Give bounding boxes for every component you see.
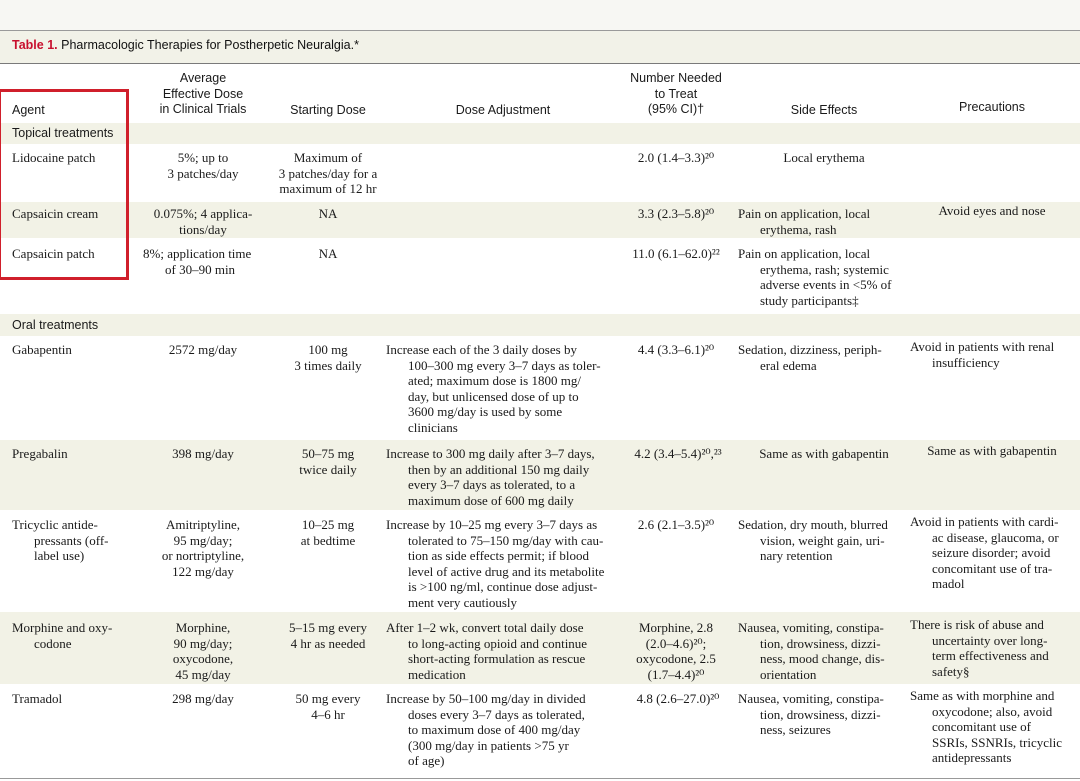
row-pregabalin-precautions: Same as with gabapentin — [927, 443, 1057, 458]
row-gabapentin-avg-dose: 2572 mg/day — [168, 342, 238, 357]
row-lidocaine-avg-dose: 5%; up to 3 patches/day — [167, 150, 239, 181]
row-capsaicin-patch-nnt: 11.0 (6.1–62.0)²² — [632, 246, 720, 261]
row-capsaicin-cream-side-effects: Pain on application, local erythema, rash — [738, 206, 871, 237]
row-lidocaine-starting-dose: Maximum of 3 patches/day for a maximum of 12 hr — [278, 150, 378, 196]
header-starting-dose: Starting Dose — [290, 103, 366, 117]
top-margin — [0, 0, 1080, 30]
band-section-topical — [0, 123, 1080, 144]
row-gabapentin-precautions: Avoid in patients with renal insufficiency — [910, 339, 1055, 370]
row-tramadol-nnt: 4.8 (2.6–27.0)²⁰ — [636, 691, 720, 706]
row-gabapentin-nnt: 4.4 (3.3–6.1)²⁰ — [637, 342, 715, 357]
table-bottom-rule — [0, 778, 1080, 779]
row-lidocaine-nnt: 2.0 (1.4–3.3)²⁰ — [637, 150, 715, 165]
row-capsaicin-cream-agent: Capsaicin cream — [12, 206, 99, 221]
row-pregabalin-avg-dose: 398 mg/day — [172, 446, 234, 461]
row-capsaicin-patch-starting-dose: NA — [318, 246, 338, 261]
row-gabapentin-agent: Gabapentin — [12, 342, 72, 357]
section-oral-treatments: Oral treatments — [12, 318, 99, 332]
row-tramadol-starting-dose: 50 mg every 4–6 hr — [295, 691, 361, 722]
row-pregabalin-agent: Pregabalin — [12, 446, 68, 461]
header-average-dose: Average Effective Dose in Clinical Trials — [159, 71, 247, 116]
row-opioids-starting-dose: 5–15 mg every 4 hr as needed — [289, 620, 367, 651]
header-side-effects: Side Effects — [790, 103, 858, 117]
row-opioids-nnt: Morphine, 2.8 (2.0–4.6)²⁰; oxycodone, 2.5 (1.7–4.4)²⁰ — [636, 620, 716, 682]
row-gabapentin-dose-adjustment: Increase each of the 3 daily doses by 100–300 mg every 3–7 days as toler- ated; maximum dose is 1800 mg/ day, but unlicensed dose of up to 3600 mg/day is used by some clinicians — [386, 342, 601, 435]
table-caption: Pharmacologic Therapies for Postherpetic Neuralgia.* — [61, 38, 359, 52]
row-lidocaine-side-effects: Local erythema — [783, 150, 865, 165]
row-tricyclic-side-effects: Sedation, dry mouth, blurred vision, weight gain, uri- nary retention — [738, 517, 888, 563]
row-tricyclic-nnt: 2.6 (2.1–3.5)²⁰ — [637, 517, 715, 532]
row-capsaicin-cream-avg-dose: 0.075%; 4 applica- tions/day — [153, 206, 253, 237]
row-pregabalin-dose-adjustment: Increase to 300 mg daily after 3–7 days, then by an additional 150 mg daily every 3–7 days as tolerated, to a maximum dose of 600 mg daily — [386, 446, 595, 508]
row-capsaicin-patch-side-effects: Pain on application, local erythema, rash; systemic adverse events in <5% of study participants‡ — [738, 246, 892, 308]
row-tramadol-dose-adjustment: Increase by 50–100 mg/day in divided doses every 3–7 days as tolerated, to maximum dose of 400 mg/day (300 mg/day in patients >75 yr of age) — [386, 691, 586, 768]
row-tricyclic-dose-adjustment: Increase by 10–25 mg every 3–7 days as tolerated to 75–150 mg/day with cau- tion as side effects permit; if blood level of active drug and its metabolite is >100 ng/ml, continue dose adjust- ment very cautiously — [386, 517, 605, 610]
table-number: Table 1. — [12, 38, 58, 52]
row-tricyclic-starting-dose: 10–25 mg at bedtime — [300, 517, 356, 548]
header-nnt: Number Needed to Treat (95% CI)† — [630, 71, 722, 116]
highlight-box-topical-agents — [0, 89, 129, 280]
row-opioids-precautions: There is risk of abuse and uncertainty over long- term effectiveness and safety§ — [910, 617, 1049, 679]
row-capsaicin-cream-nnt: 3.3 (2.3–5.8)²⁰ — [637, 206, 715, 221]
row-opioids-avg-dose: Morphine, 90 mg/day; oxycodone, 45 mg/day — [172, 620, 234, 682]
row-lidocaine-agent: Lidocaine patch — [12, 150, 96, 165]
row-capsaicin-patch-agent: Capsaicin patch — [12, 246, 95, 261]
header-agent: Agent — [12, 103, 45, 117]
row-capsaicin-patch-avg-dose: 8%; application time of 30–90 min — [143, 246, 252, 277]
row-tramadol-avg-dose: 298 mg/day — [172, 691, 234, 706]
table-title — [12, 38, 359, 52]
row-tricyclic-agent: Tricyclic antide- pressants (off- label use) — [12, 517, 109, 563]
row-capsaicin-cream-precautions: Avoid eyes and nose — [938, 203, 1046, 218]
row-opioids-agent: Morphine and oxy- codone — [12, 620, 113, 651]
row-tramadol-agent: Tramadol — [12, 691, 63, 706]
row-opioids-dose-adjustment: After 1–2 wk, convert total daily dose to long-acting opioid and continue short-acting formulation as rescue medication — [386, 620, 588, 682]
header-precautions: Precautions — [958, 100, 1025, 114]
row-pregabalin-starting-dose: 50–75 mg twice daily — [299, 446, 357, 477]
row-tramadol-side-effects: Nausea, vomiting, constipa- tion, drowsiness, dizzi- ness, seizures — [738, 691, 884, 737]
row-tricyclic-precautions: Avoid in patients with cardi- ac disease, glaucoma, or seizure disorder; avoid concomitant use of tra- madol — [910, 514, 1059, 591]
row-pregabalin-nnt: 4.2 (3.4–5.4)²⁰,²³ — [634, 446, 722, 461]
row-tricyclic-avg-dose: Amitriptyline, 95 mg/day; or nortriptyline, 122 mg/day — [161, 517, 245, 579]
row-opioids-side-effects: Nausea, vomiting, constipa- tion, drowsiness, dizzi- ness, mood change, dis- orientation — [738, 620, 885, 682]
row-gabapentin-starting-dose: 100 mg 3 times daily — [294, 342, 362, 373]
band-section-oral — [0, 314, 1080, 336]
row-gabapentin-side-effects: Sedation, dizziness, periph- eral edema — [738, 342, 882, 373]
row-tramadol-precautions: Same as with morphine and oxycodone; also, avoid concomitant use of SSRIs, SSNRIs, tricyclic antidepressants — [910, 688, 1063, 765]
section-topical-treatments: Topical treatments — [12, 126, 114, 140]
row-capsaicin-cream-starting-dose: NA — [318, 206, 338, 221]
row-pregabalin-side-effects: Same as with gabapentin — [759, 446, 889, 461]
header-dose-adjustment: Dose Adjustment — [455, 103, 551, 117]
